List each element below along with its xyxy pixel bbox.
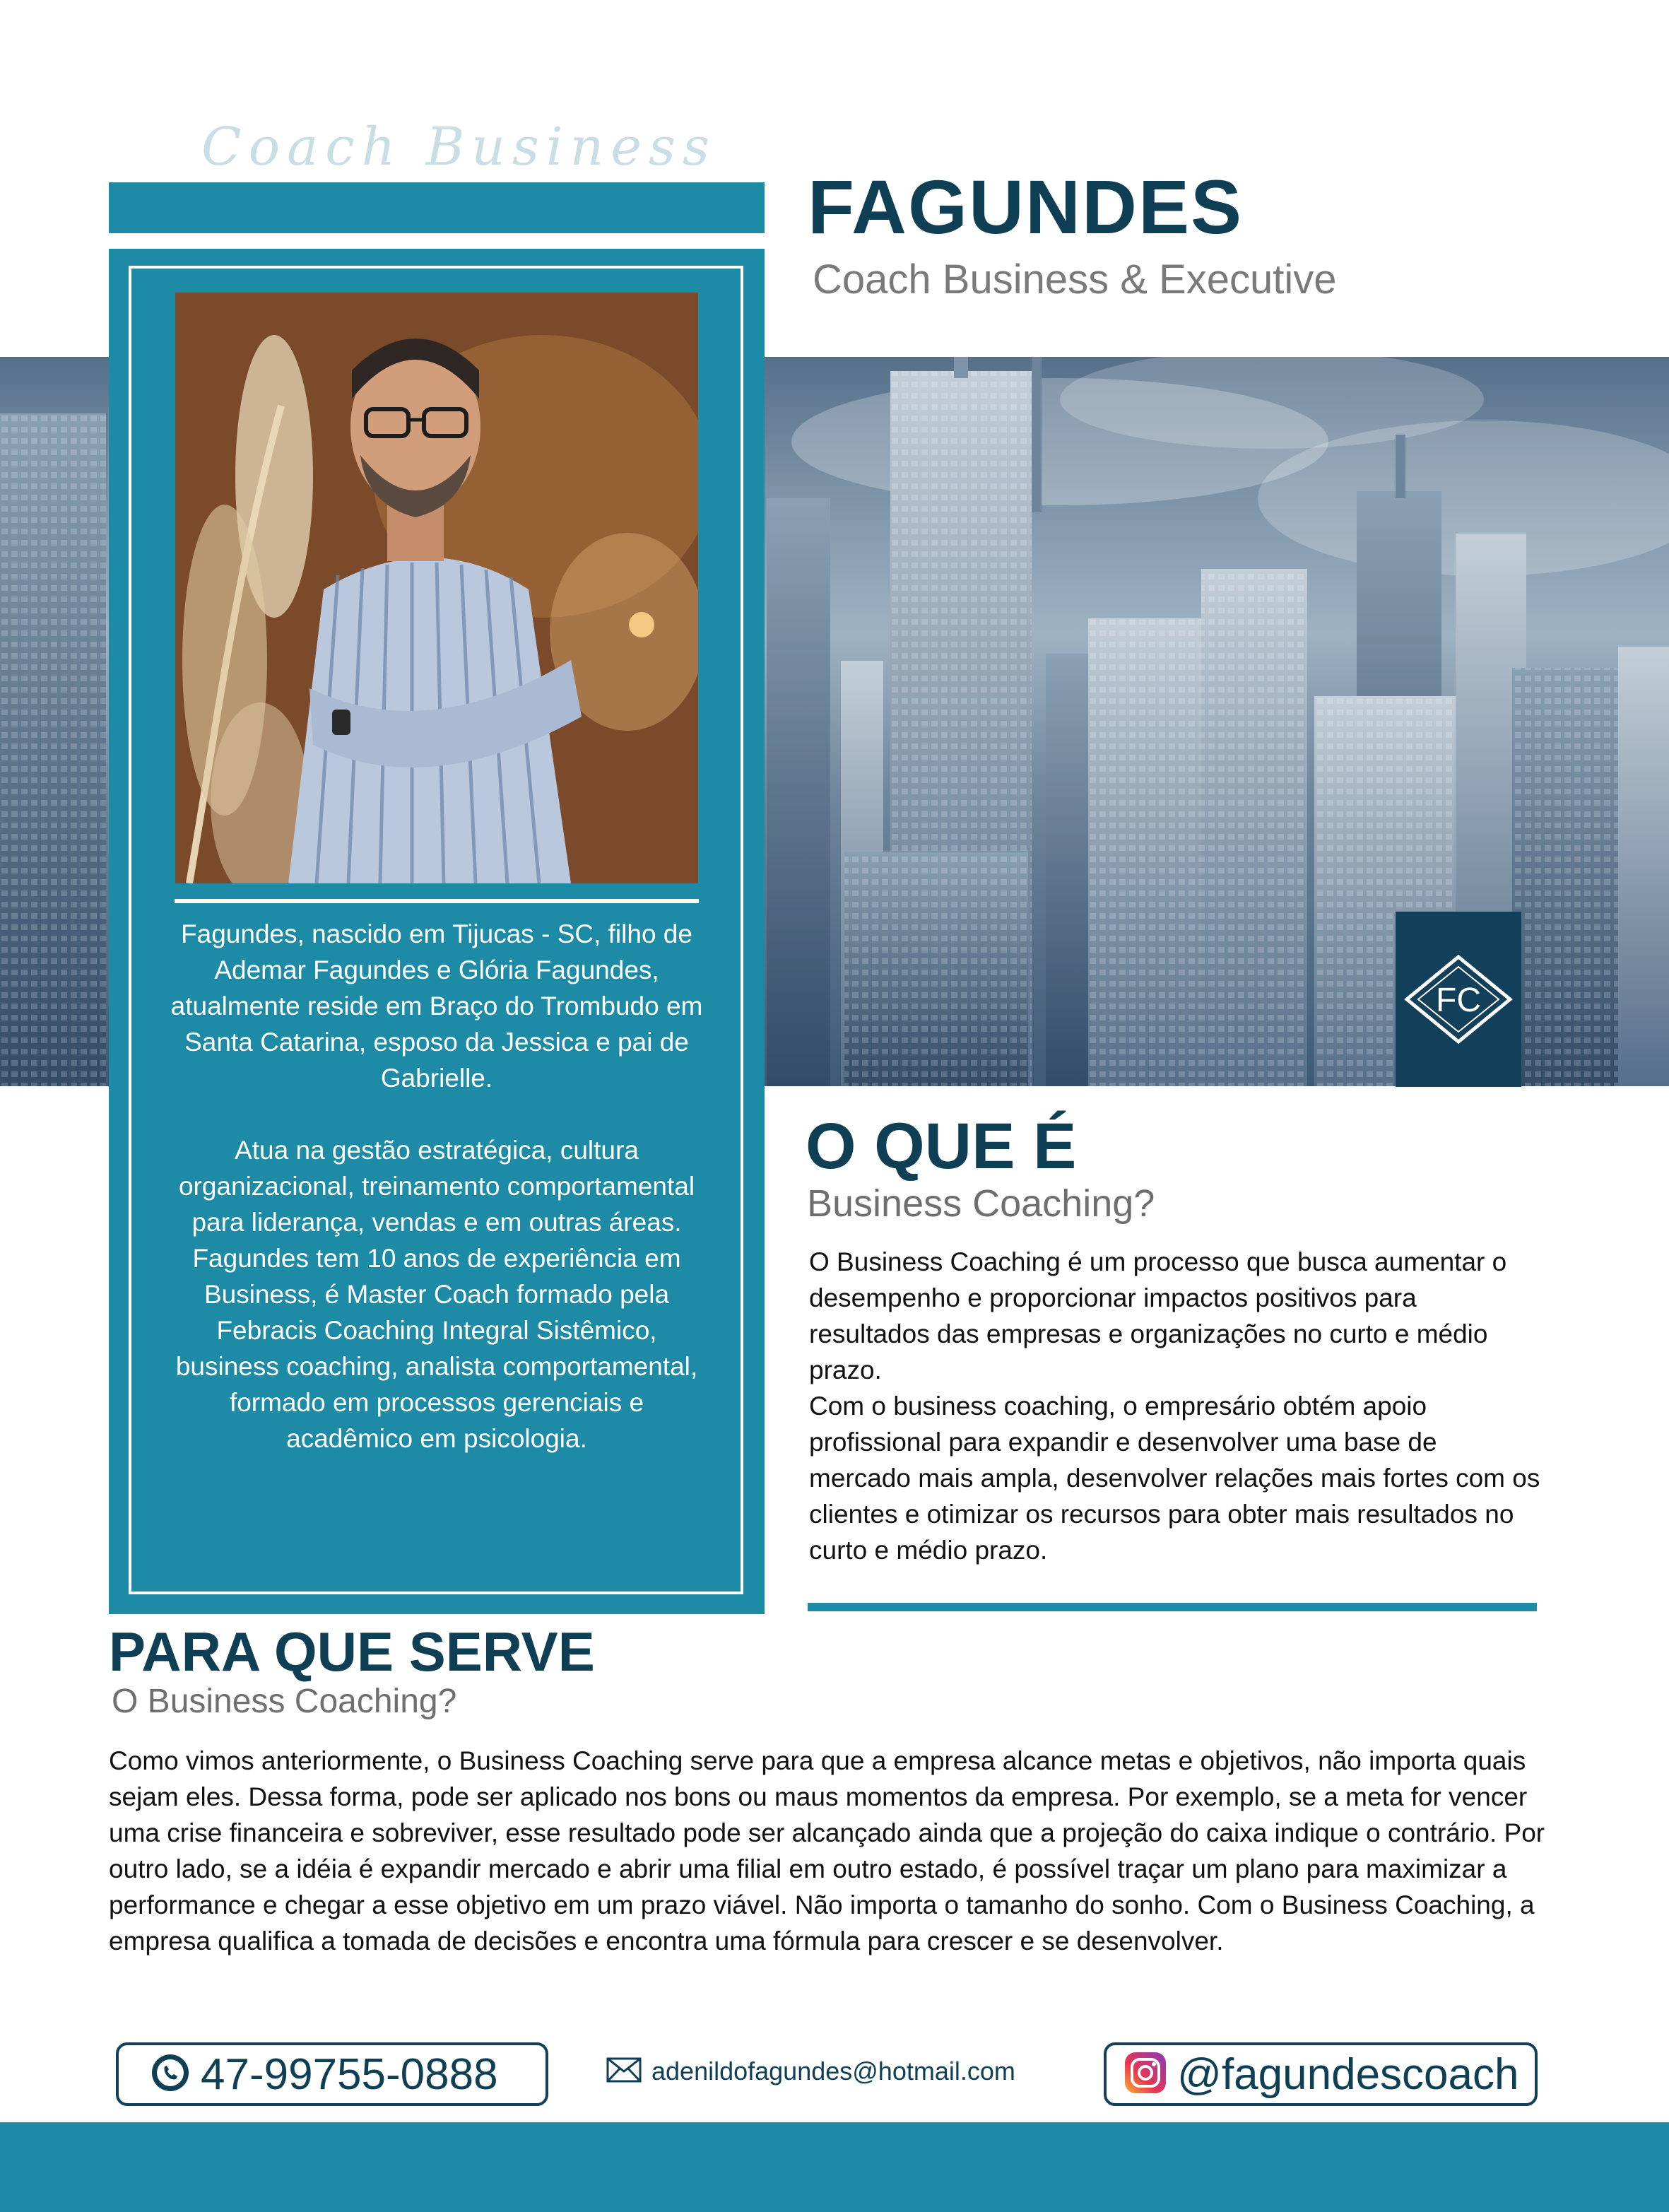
instagram-icon (1124, 2051, 1167, 2098)
section-what-text (809, 1244, 1544, 1568)
portrait-photo (175, 293, 698, 883)
profile-bio (170, 916, 704, 1493)
instagram-contact[interactable] (1104, 2042, 1538, 2106)
email-contact[interactable] (606, 2057, 1015, 2086)
brand-subtitle: Coach Business & Executive (813, 257, 1337, 302)
section-what-paragraph-1: O Business Coaching é um processo que busca aumentar o desempenho e proporcionar impactos positivos para resultados das empresas e organizações no curto e médio prazo. (809, 1247, 1507, 1384)
section-what-paragraph-2: Com o business coaching, o empresário obtém apoio profissional para expandir e desenvolver uma base de mercado mais ampla, desenvolver relações mais fortes com os clientes e otimizar os recursos para obter mais resultados no curto e médio prazo. (809, 1392, 1540, 1565)
footer-bar (0, 2122, 1669, 2212)
phone-number: 47-99755-0888 (201, 2049, 498, 2099)
section-divider (808, 1603, 1537, 1611)
envelope-icon (606, 2057, 642, 2086)
fc-logo (1396, 912, 1521, 1087)
section-what-heading: O QUE É (806, 1110, 1077, 1182)
brand-title: FAGUNDES (808, 164, 1244, 249)
logo-initials: FC (1436, 982, 1481, 1019)
section-purpose-paragraph: Como vimos anteriormente, o Business Coaching serve para que a empresa alcance metas e objetivos, não importa quais sejam eles. Dessa forma, pode ser aplicado nos bons ou maus momentos da empresa. Por exemplo, se a meta for vencer uma crise financeira e sobreviver, esse resultado pode ser alcançado ainda que a projeção do caixa indique o contrário. Por outro lado, se a idéia é expandir mercado e abrir uma filial em outro estado, é possível traçar um plano para maximizar a performance e chegar a esse objetivo em um prazo viável. Não importa o tamanho do sonho. Com o Business Coaching, a empresa qualifica a tomada de decisões e encontra uma fórmula para crescer e se desenvolver. (109, 1746, 1545, 1955)
script-watermark: Coach Business (201, 117, 717, 177)
email-address: adenildofagundes@hotmail.com (651, 2057, 1015, 2085)
section-what-subheading: Business Coaching? (807, 1182, 1155, 1225)
photo-divider (175, 899, 699, 903)
phone-contact[interactable] (116, 2042, 548, 2106)
instagram-handle: @fagundescoach (1177, 2049, 1519, 2099)
whatsapp-icon (150, 2052, 191, 2097)
bio-paragraph-1: Fagundes, nascido em Tijucas - SC, filho de Ademar Fagundes e Glória Fagundes, atualmente reside em Braço do Trombudo em Santa Catarina, esposo da Jessica e pai de Gabrielle. (170, 919, 703, 1093)
bio-paragraph-2: Atua na gestão estratégica, cultura organizacional, treinamento comportamental para liderança, vendas e em outras áreas. Fagundes tem 10 anos de experiência em Business, é Master Coach formado pela Febracis Coaching Integral Sistêmico, business coaching, analista comportamental, formado em processos gerenciais e acadêmico em psicologia. (175, 1136, 698, 1453)
section-purpose-heading: PARA QUE SERVE (109, 1620, 595, 1683)
section-purpose-subheading: O Business Coaching? (112, 1683, 457, 1720)
top-accent-bar (109, 182, 765, 233)
